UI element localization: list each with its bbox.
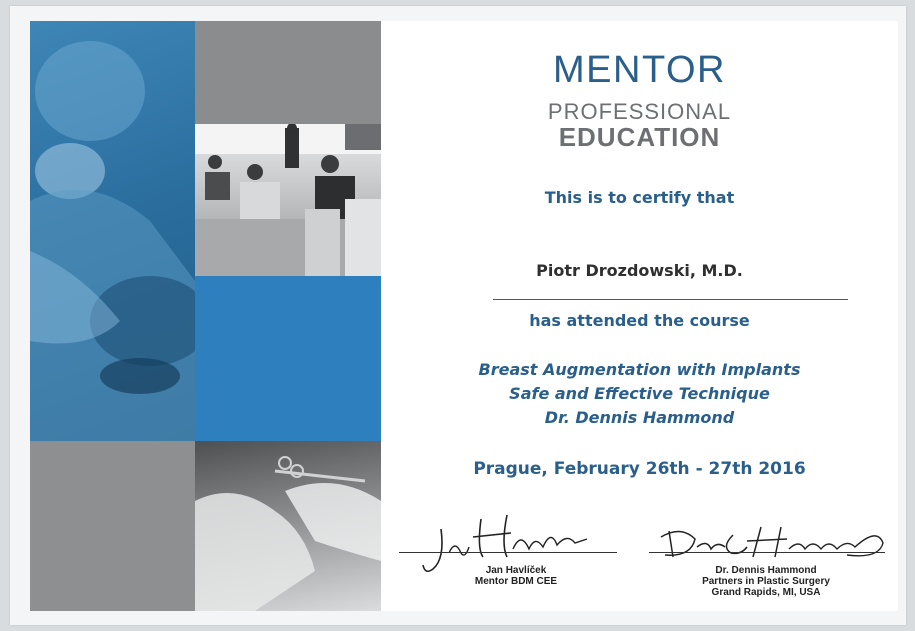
course-title-line2: Safe and Effective Technique [509,384,770,403]
certificate-card [30,21,898,611]
certificate-sheet [10,6,906,625]
signatory-2 [681,565,851,598]
place-and-date: Prague, February 26th - 27th 2016 [473,459,806,479]
signatory-2-title-line1: Partners in Plastic Surgery [702,576,830,587]
signatory-1 [441,565,591,587]
certify-intro: This is to certify that [544,188,735,207]
signatory-2-title-line2: Grand Rapids, MI, USA [711,587,821,598]
course-title-line1: Breast Augmentation with Implants [478,360,801,379]
blue-block [195,276,381,441]
signature-line-2 [649,552,885,553]
signature-hammond [651,517,891,567]
attended-statement: has attended the course [529,311,750,330]
certificate-text-column [381,21,898,611]
signatory-2-name: Dr. Dennis Hammond [715,565,817,576]
signatory-1-title: Mentor BDM CEE [474,576,558,587]
brand-logo-line2: PROFESSIONAL [547,99,732,124]
recipient-name: Piotr Drozdowski, M.D. [536,261,743,280]
course-instructor: Dr. Dennis Hammond [544,408,735,427]
grey-block-bottom [30,441,195,611]
recipient-underline [493,299,848,300]
signature-line-1 [399,552,617,553]
brand-logo-line3: EDUCATION [558,122,721,152]
surgeons-photo [30,21,195,441]
lecture-photo [195,124,381,276]
signatory-1-name: Jan Havlíček [485,565,547,576]
grey-block-top [195,21,381,124]
hands-instrument-photo [195,441,381,611]
brand-logo-line1: MENTOR [553,49,726,91]
